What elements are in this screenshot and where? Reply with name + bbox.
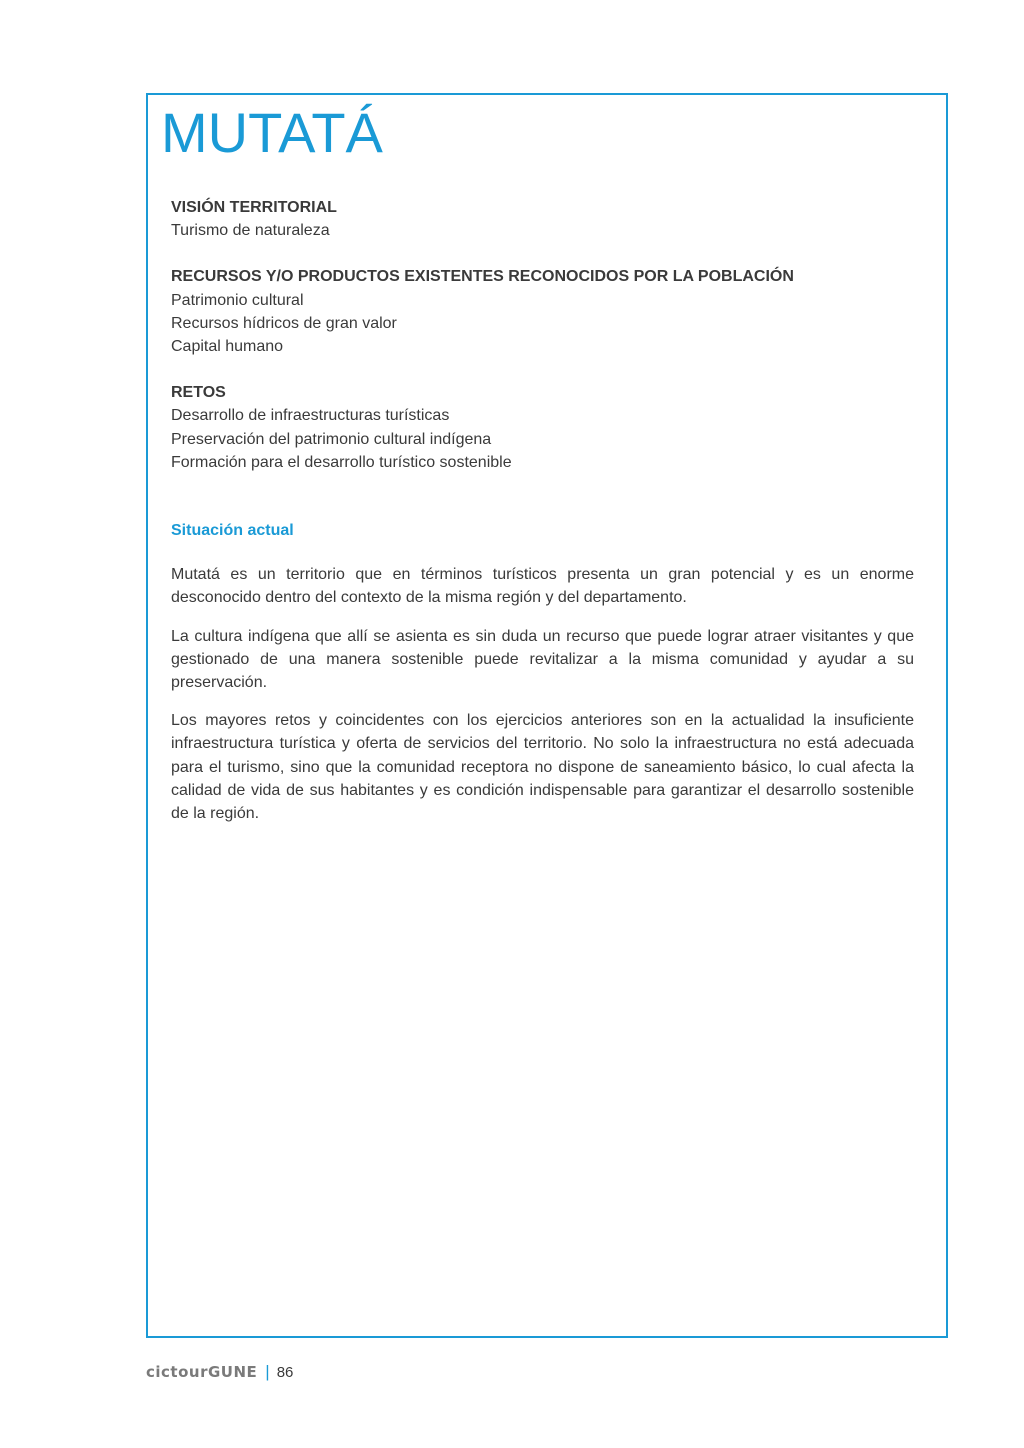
situacion-paragraph: Mutatá es un territorio que en términos turísticos presenta un gran potencial y es un enorme desconocido dentro del contexto de la misma región y del departamento. xyxy=(171,566,914,607)
vision-item: Turismo de naturaleza xyxy=(171,222,330,240)
footer-separator: | xyxy=(265,1362,270,1381)
recursos-section xyxy=(171,265,914,358)
situacion-paragraph: La cultura indígena que allí se asienta es sin duda un recurso que puede lograr atraer visitantes y que gestionado de una manera sostenible puede revitalizar a la misma comunidad y ayudar a su preservación. xyxy=(171,627,914,692)
content-body xyxy=(171,196,914,840)
recursos-item: Capital humano xyxy=(171,338,284,356)
recursos-item: Recursos hídricos de gran valor xyxy=(171,314,397,332)
vision-heading: VISIÓN TERRITORIAL xyxy=(171,199,337,216)
page-number: 86 xyxy=(276,1363,294,1381)
vision-section xyxy=(171,196,914,242)
cictourgune-logo: cictourGUNE xyxy=(146,1363,258,1381)
situacion-paragraph: Los mayores retos y coincidentes con los ejercicios anteriores son en la actualidad la insuficiente infraestructura turística y oferta de servicios del territorio. No solo la infraestructura no está adecuada para el turismo, sino que la comunidad receptora no dispone de saneamiento básico, lo cual afecta la calidad de vida de sus habitantes y es condición indispensable para garantizar el desarrollo sostenible de la región. xyxy=(171,712,914,823)
retos-heading: RETOS xyxy=(171,384,226,402)
page-title: MUTATÁ xyxy=(161,101,383,164)
retos-item: Preservación del patrimonio cultural indígena xyxy=(171,430,492,448)
retos-item: Desarrollo de infraestructuras turísticas xyxy=(171,407,450,425)
retos-item: Formación para el desarrollo turístico sostenible xyxy=(171,453,512,471)
recursos-heading: RECURSOS Y/O PRODUCTOS EXISTENTES RECONOCIDOS POR LA POBLACIÓN xyxy=(171,268,794,286)
retos-section xyxy=(171,381,914,474)
page-footer xyxy=(146,1362,293,1382)
recursos-item: Patrimonio cultural xyxy=(171,291,304,309)
situacion-heading: Situación actual xyxy=(171,522,294,540)
